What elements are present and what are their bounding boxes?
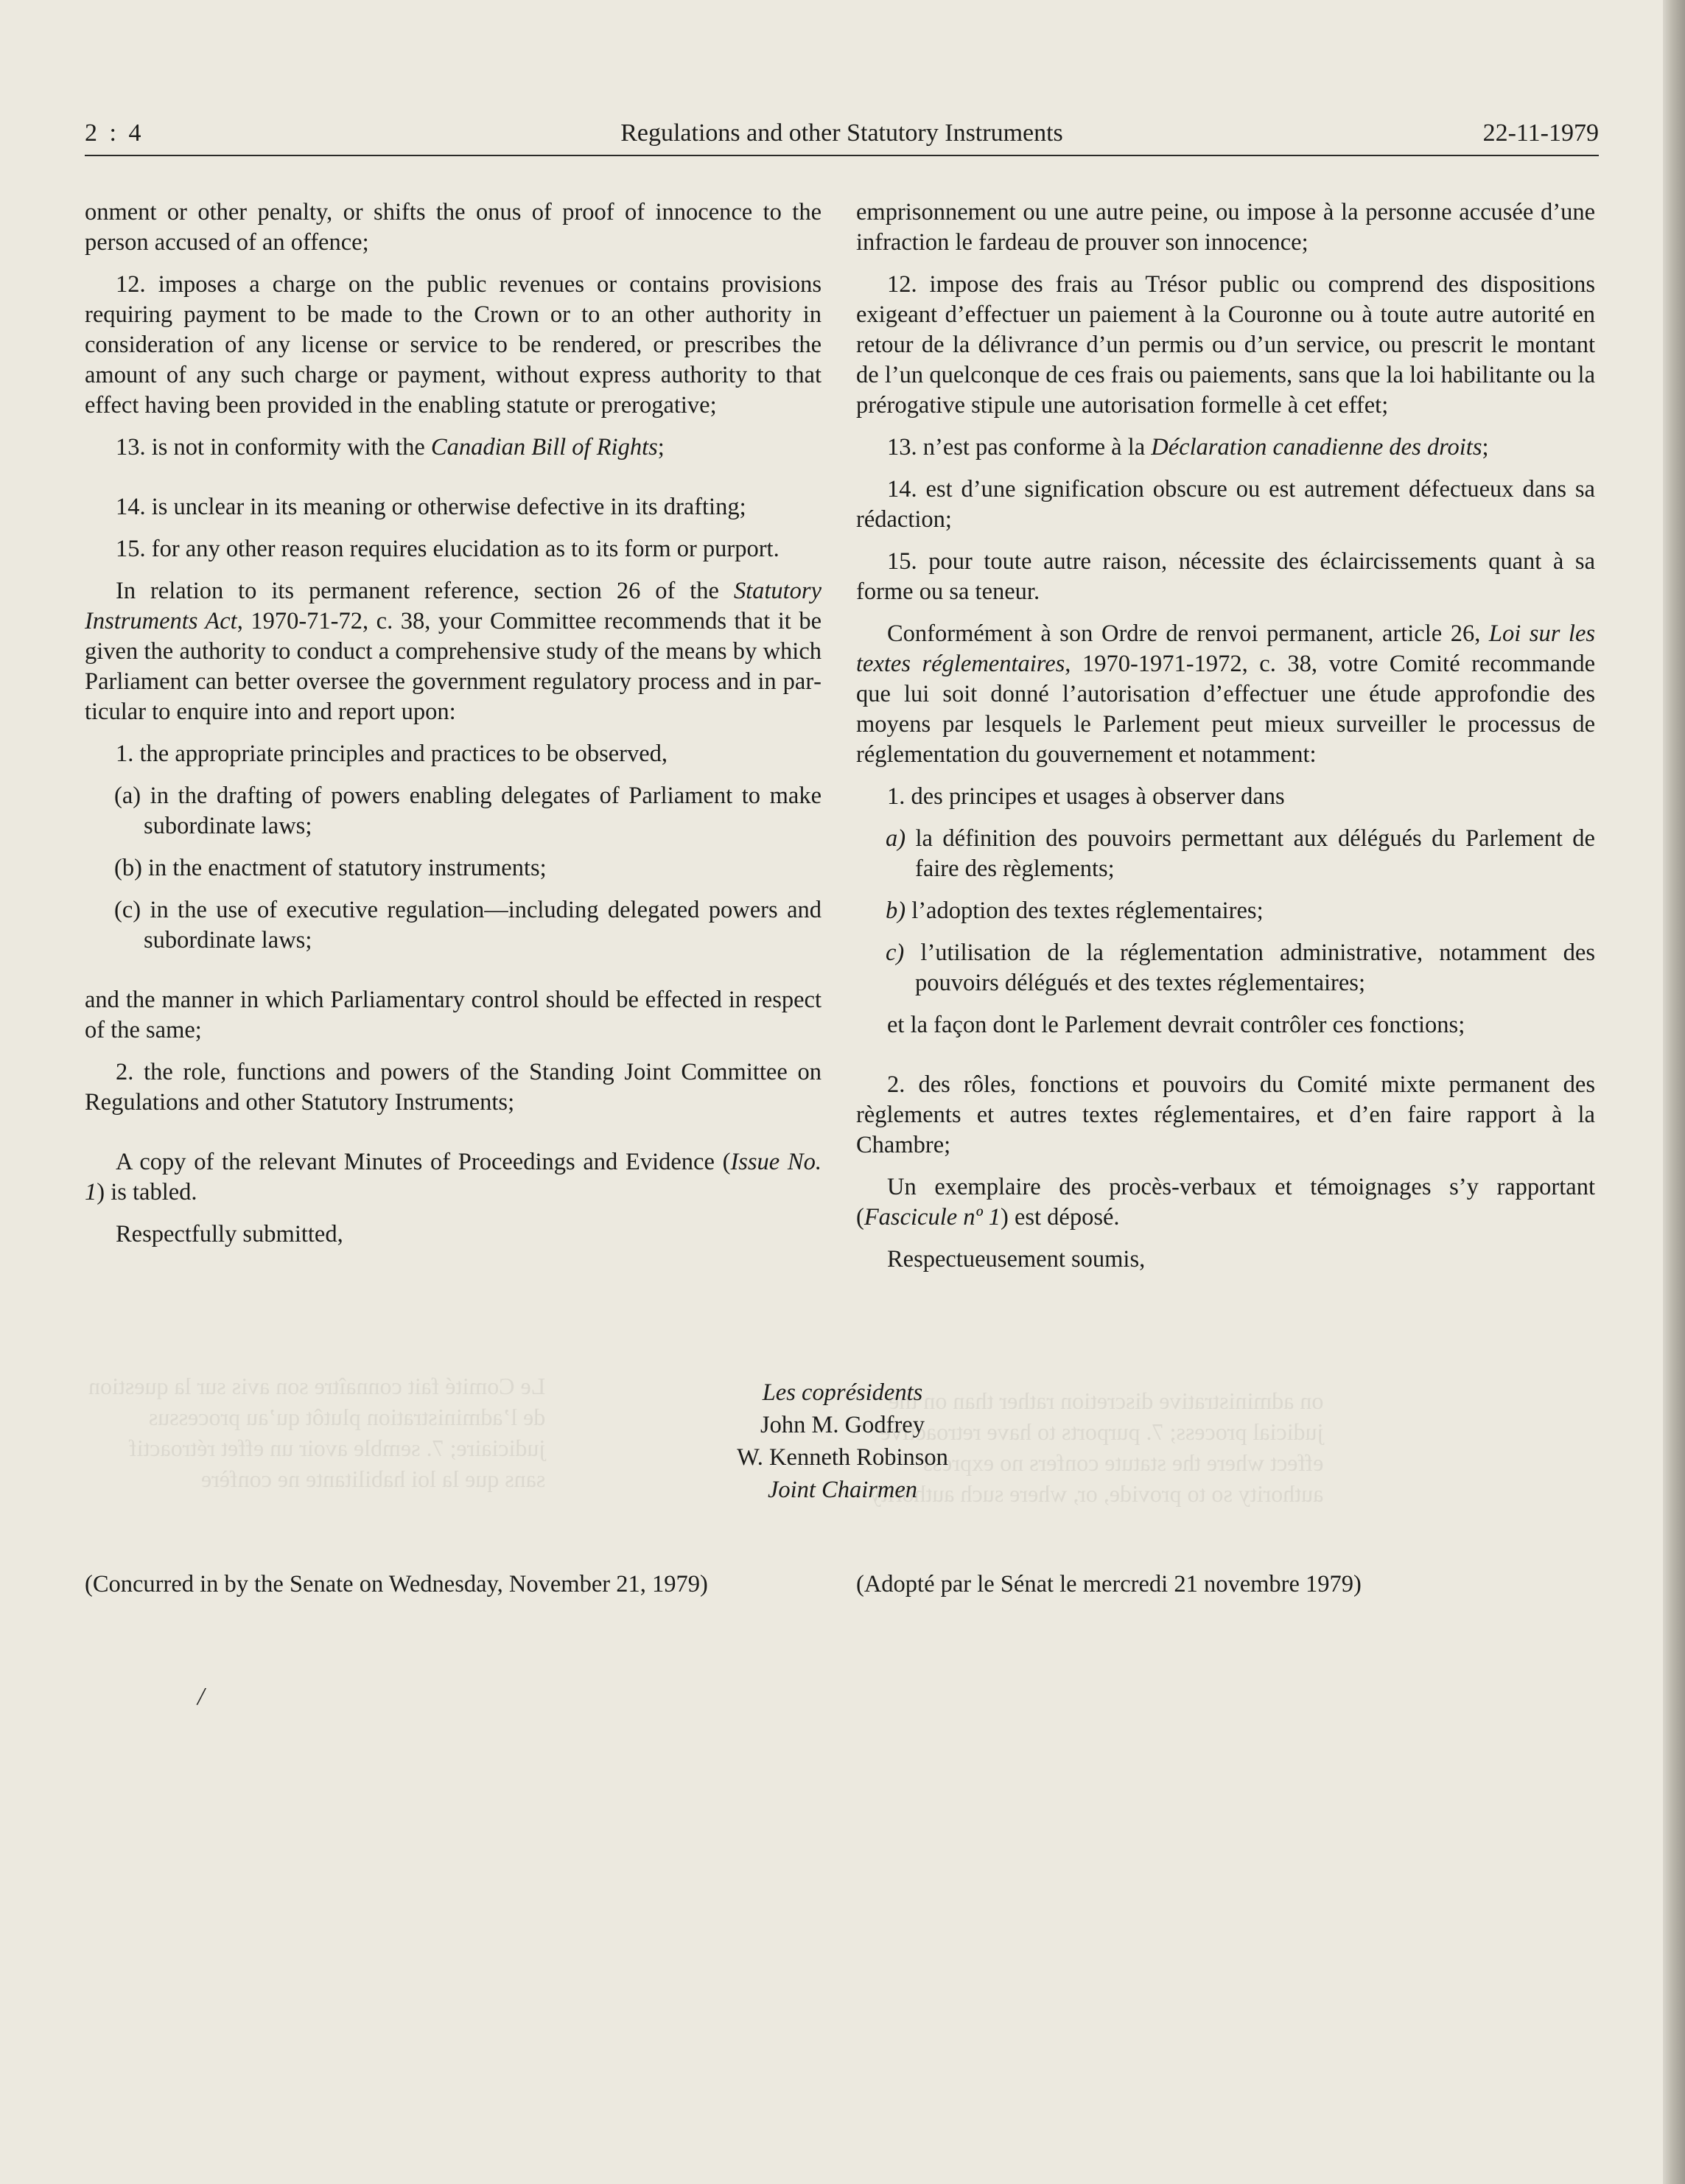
running-title: Regulations and other Statutory Instruments — [620, 119, 1063, 147]
english-chairmen-title: Joint Chairmen — [767, 1477, 918, 1503]
manner-paragraph: et la façon dont le Parlement devrait contrôler ces fonctions; — [887, 1012, 1465, 1038]
clause-15: 15. for any other reason requires elucidation as to its form or purport. — [116, 536, 780, 562]
tabled-copy-paragraph: A copy of the relevant Minutes of Proceedings and Evidence (Issue No. 1) is tabled. — [85, 1149, 822, 1205]
permanent-reference-paragraph: In relation to its permanent reference, section 26 of the Statutory Instruments Act, 1970-71-72, c. 38, your Committee recommends that it be given the authority to conduct a comprehensive study of the means by which Parliament can better oversee the government regulatory process and in particular to enquire into and report upon: — [85, 578, 822, 725]
closing: Respectfully submitted, — [116, 1221, 343, 1247]
clause-12: 12. imposes a charge on the public revenues or contains provisions requiring payment to be made to the Crown or to an other authority in consideration of any license or service to be rendered, or prescribes the amount of any such charge or payment, without express authority to that effect having been provided in the enabling statute or prerogative; — [85, 271, 822, 419]
chairman-name-1: John M. Godfrey — [760, 1412, 925, 1438]
english-column — [85, 197, 822, 1261]
tabled-copy-paragraph: Un exemplaire des procès-verbaux et témoignages s’y rapportant (Fascicule nº 1) est déposé. — [856, 1174, 1595, 1231]
header-date: 22-11-1979 — [1482, 119, 1599, 147]
item-2: 2. des rôles, fonctions et pouvoirs du Comité mixte permanent des règlements et autres textes réglementaires, et d’en faire rapport à la Chambre; — [856, 1071, 1595, 1158]
item-1b: b) l’adoption des textes réglementaires; — [886, 897, 1264, 924]
item-1: 1. the appropriate principles and practices to be observed, — [116, 741, 668, 767]
stray-mark: / — [197, 1683, 205, 1710]
item-1a: a) la définition des pouvoirs permettant aux délégués du Parlement de faire des règlements; — [886, 825, 1595, 882]
chairman-name-2: W. Kenneth Robinson — [737, 1444, 948, 1471]
page-edge — [1663, 0, 1685, 2184]
page-header — [85, 118, 1599, 156]
permanent-reference-paragraph: Conformément à son Ordre de renvoi permanent, article 26, Loi sur les textes réglementaires, 1970-1971-1972, c. 38, votre Comité recommande que lui soit donné l’autorisation d’effectuer une étude approfondie des moyens par lesquels le Parlement peut mieux surveiller le processus de réglementation du gouvernement et notamment: — [856, 620, 1596, 768]
continued-paragraph: emprisonnement ou une autre peine, ou impose à la personne accusée d’une infraction le fardeau de prouver son innocence; — [856, 199, 1595, 256]
bleed-through: on administrative discretion rather than on the judicial process; 7. purports to have retroactive effect where the statute confers no express authority so to provide, or, where such authority — [869, 1387, 1324, 1507]
clause-14: 14. is unclear in its meaning or otherwise defective in its drafting; — [116, 494, 746, 520]
clause-12: 12. impose des frais au Trésor public ou comprend des dispositions exigeant d’effectuer un paiement à la Couronne ou à toute autre autorité en retour de la délivrance d’un permis ou d’un service, ou prescrit le montant de l’un quelconque de ces frais ou paiements, sans que la loi habilitante ou la prérogative stipule une autorisation formelle à cet effet; — [856, 271, 1595, 419]
item-1a: (a) in the drafting of powers enabling delegates of Parliament to make subordinate laws; — [114, 783, 822, 839]
clause-13: 13. is not in conformity with the Canadian Bill of Rights; — [116, 434, 665, 461]
closing: Respectueusement soumis, — [887, 1246, 1146, 1273]
item-1: 1. des principes et usages à observer dans — [887, 783, 1285, 810]
item-1c: (c) in the use of executive regulation—including delegated powers and subordinate laws; — [114, 897, 822, 953]
item-1c: c) l’utilisation de la réglementation administrative, notamment des pouvoirs délégués et des textes réglementaires; — [886, 939, 1595, 996]
bleed-through: Le Comité fait connaître son avis sur la question de l’administration plutôt qu’au processus judiciaire; 7. semble avoir un effet rétroactif sans que la loi habilitante ne confère — [88, 1373, 546, 1492]
signature-block — [0, 1376, 1685, 1506]
clause-14: 14. est d’une signification obscure ou est autrement défectueux dans sa rédaction; — [856, 476, 1595, 533]
continued-paragraph: onment or other penalty, or shifts the onus of proof of innocence to the person accused of an offence; — [85, 199, 822, 256]
clause-15: 15. pour toute autre raison, nécessite des éclaircissements quant à sa forme ou sa teneur. — [856, 548, 1595, 605]
item-1b: (b) in the enactment of statutory instruments; — [114, 855, 547, 881]
senate-concurrence-english: (Concurred in by the Senate on Wednesday, November 21, 1979) — [85, 1571, 708, 1597]
manner-paragraph: and the manner in which Parliamentary control should be effected in respect of the same; — [85, 987, 822, 1043]
item-2: 2. the role, functions and powers of the Standing Joint Committee on Regulations and other Statutory Instruments; — [85, 1059, 822, 1116]
page-number: 2 : 4 — [85, 119, 144, 147]
french-chairmen-title: Les coprésidents — [762, 1379, 923, 1406]
clause-13: 13. n’est pas conforme à la Déclaration canadienne des droits; — [887, 434, 1489, 461]
senate-concurrence-french: (Adopté par le Sénat le mercredi 21 novembre 1979) — [856, 1571, 1362, 1597]
french-column — [856, 197, 1595, 1287]
